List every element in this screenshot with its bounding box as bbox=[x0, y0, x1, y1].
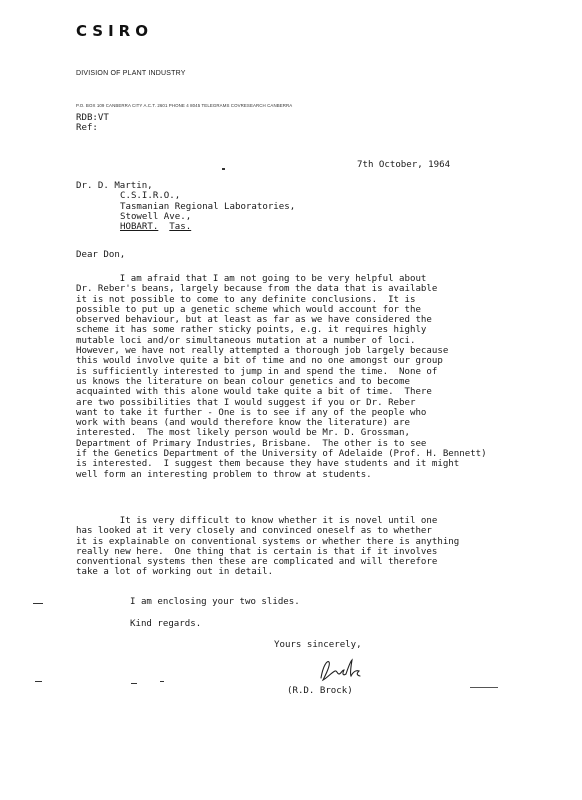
recipient-name: Dr. D. Martin, bbox=[76, 181, 153, 191]
recipient-city-line bbox=[76, 222, 295, 232]
recipient-org: C.S.I.R.O., bbox=[120, 191, 181, 202]
reference-block bbox=[76, 113, 109, 134]
signatory-name: (R.D. Brock) bbox=[287, 686, 353, 696]
margin-mark bbox=[470, 687, 498, 688]
csiro-logo: CSIRO bbox=[76, 22, 153, 40]
body-paragraph-4: Kind regards. bbox=[130, 619, 202, 629]
margin-mark bbox=[160, 681, 164, 682]
division-heading: DIVISION OF PLANT INDUSTRY bbox=[76, 70, 186, 77]
recipient-city: HOBART. bbox=[120, 222, 159, 233]
handwritten-signature bbox=[315, 656, 365, 686]
margin-mark bbox=[35, 681, 42, 682]
recipient-state: Tas. bbox=[169, 222, 192, 233]
margin-mark bbox=[33, 603, 43, 604]
salutation: Dear Don, bbox=[76, 250, 126, 260]
recipient-address bbox=[76, 181, 295, 232]
body-paragraph-1: I am afraid that I am not going to be very helpful about Dr. Reber's beans, largely because from the data that is available it is not possible to come to any definite conclusions. It is possible to put up a genetic scheme which would account for the observed behaviour, but at least as far as we have considered the scheme it has some rather sticky points, e.g. it requires highly mutable loci and/or simultaneous mutation at a number of loci. However, we have not really attempted a thorough job largely because this would involve quite a bit of time and no one amongst our group is sufficiently interested to jump in and spend the time. None of us knows the literature on bean colour genetics and to become acquainted with this alone would take quite a bit of time. There are two possibilities that I would suggest if you or Dr. Reber want to take it further - One is to see if any of the people who work with beans (and would therefore know the literature) are interested. The most likely person would be Mr. D. Grossman, Department of Primary Industries, Brisbane. The other is to see if the Genetics Department of the University of Adelaide (Prof. H. Bennett) is interested. I suggest them because they have students and it might well form an interesting problem to throw at students. bbox=[76, 274, 487, 480]
body-paragraph-3: I am enclosing your two slides. bbox=[130, 597, 300, 607]
recipient-lab: Tasmanian Regional Laboratories, bbox=[120, 201, 296, 212]
body-paragraph-2: It is very difficult to know whether it is novel until one has looked at it very closely and convinced oneself as to whether it is explainable on conventional systems or whether there is anything really new here. One thing that is certain is that if it involves conventional systems then these are complicated and will therefore take a lot of working out in detail. bbox=[76, 516, 460, 578]
your-reference: Ref: bbox=[76, 123, 98, 134]
letter-date: 7th October, 1964 bbox=[357, 160, 451, 170]
closing-line: Yours sincerely, bbox=[274, 640, 362, 650]
margin-mark bbox=[131, 683, 137, 684]
our-reference: RDB:VT bbox=[76, 113, 109, 123]
margin-mark bbox=[222, 168, 225, 170]
contact-line: P.O. BOX 109 CANBERRA CITY A.C.T. 2601 PHONE 4 8045 TELEGRAMS COVRESEARCH CANBERRA bbox=[76, 103, 293, 108]
recipient-street: Stowell Ave., bbox=[120, 211, 192, 222]
